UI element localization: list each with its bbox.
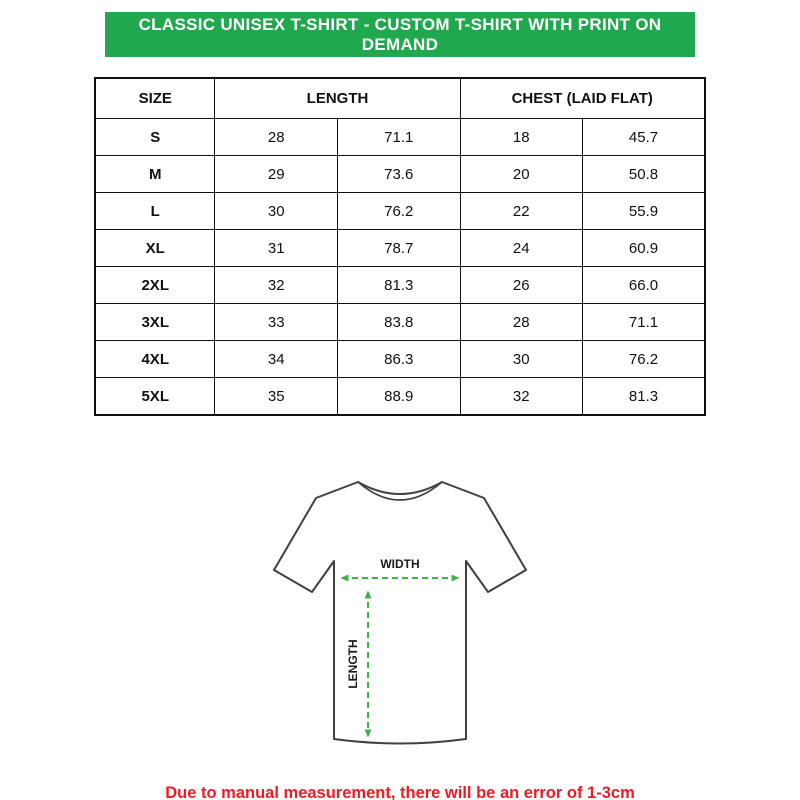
tshirt-diagram bbox=[250, 458, 550, 760]
table-row bbox=[95, 341, 705, 378]
size-cell: 2XL bbox=[95, 267, 215, 304]
tshirt-measurement-illustration bbox=[250, 458, 550, 760]
length-in-cell: 34 bbox=[215, 341, 338, 378]
table-row bbox=[95, 378, 705, 416]
chest-in-cell: 26 bbox=[460, 267, 583, 304]
length-in-cell: 32 bbox=[215, 267, 338, 304]
length-in-cell: 30 bbox=[215, 193, 338, 230]
size-cell: L bbox=[95, 193, 215, 230]
table-row bbox=[95, 119, 705, 156]
length-in-cell: 33 bbox=[215, 304, 338, 341]
chest-cm-cell: 76.2 bbox=[583, 341, 706, 378]
chest-cm-cell: 81.3 bbox=[583, 378, 706, 416]
chest-in-cell: 22 bbox=[460, 193, 583, 230]
length-cm-cell: 86.3 bbox=[337, 341, 460, 378]
length-in-cell: 31 bbox=[215, 230, 338, 267]
table-row bbox=[95, 193, 705, 230]
length-in-cell: 28 bbox=[215, 119, 338, 156]
length-label: LENGTH bbox=[346, 639, 360, 689]
size-chart-table bbox=[94, 77, 706, 416]
length-in-cell: 35 bbox=[215, 378, 338, 416]
measurement-note: Due to manual measurement, there will be an error of 1-3cm bbox=[165, 784, 635, 800]
size-cell: XL bbox=[95, 230, 215, 267]
width-label: WIDTH bbox=[380, 557, 420, 571]
length-cm-cell: 88.9 bbox=[337, 378, 460, 416]
tshirt-outline bbox=[274, 482, 526, 744]
chest-in-cell: 20 bbox=[460, 156, 583, 193]
chest-in-cell: 30 bbox=[460, 341, 583, 378]
length-cm-cell: 76.2 bbox=[337, 193, 460, 230]
chest-in-cell: 32 bbox=[460, 378, 583, 416]
table-row bbox=[95, 156, 705, 193]
chest-in-cell: 18 bbox=[460, 119, 583, 156]
title-banner bbox=[105, 12, 695, 57]
chest-in-cell: 24 bbox=[460, 230, 583, 267]
chest-cm-cell: 50.8 bbox=[583, 156, 706, 193]
column-header-chest: CHEST (LAID FLAT) bbox=[460, 78, 705, 119]
length-cm-cell: 81.3 bbox=[337, 267, 460, 304]
length-cm-cell: 73.6 bbox=[337, 156, 460, 193]
table-row bbox=[95, 230, 705, 267]
chest-cm-cell: 60.9 bbox=[583, 230, 706, 267]
header-row bbox=[95, 78, 705, 119]
size-cell: 5XL bbox=[95, 378, 215, 416]
column-header-length: LENGTH bbox=[215, 78, 460, 119]
size-cell: M bbox=[95, 156, 215, 193]
table-row bbox=[95, 304, 705, 341]
size-cell: S bbox=[95, 119, 215, 156]
length-cm-cell: 71.1 bbox=[337, 119, 460, 156]
chest-cm-cell: 66.0 bbox=[583, 267, 706, 304]
length-in-cell: 29 bbox=[215, 156, 338, 193]
table-row bbox=[95, 267, 705, 304]
page-title: CLASSIC UNISEX T-SHIRT - CUSTOM T-SHIRT WITH PRINT ON DEMAND bbox=[138, 14, 662, 54]
chest-cm-cell: 45.7 bbox=[583, 119, 706, 156]
length-cm-cell: 78.7 bbox=[337, 230, 460, 267]
size-cell: 3XL bbox=[95, 304, 215, 341]
size-cell: 4XL bbox=[95, 341, 215, 378]
size-chart-body bbox=[95, 119, 705, 416]
size-chart-header bbox=[95, 78, 705, 119]
length-cm-cell: 83.8 bbox=[337, 304, 460, 341]
chest-in-cell: 28 bbox=[460, 304, 583, 341]
column-header-size: SIZE bbox=[95, 78, 215, 119]
chest-cm-cell: 55.9 bbox=[583, 193, 706, 230]
chest-cm-cell: 71.1 bbox=[583, 304, 706, 341]
